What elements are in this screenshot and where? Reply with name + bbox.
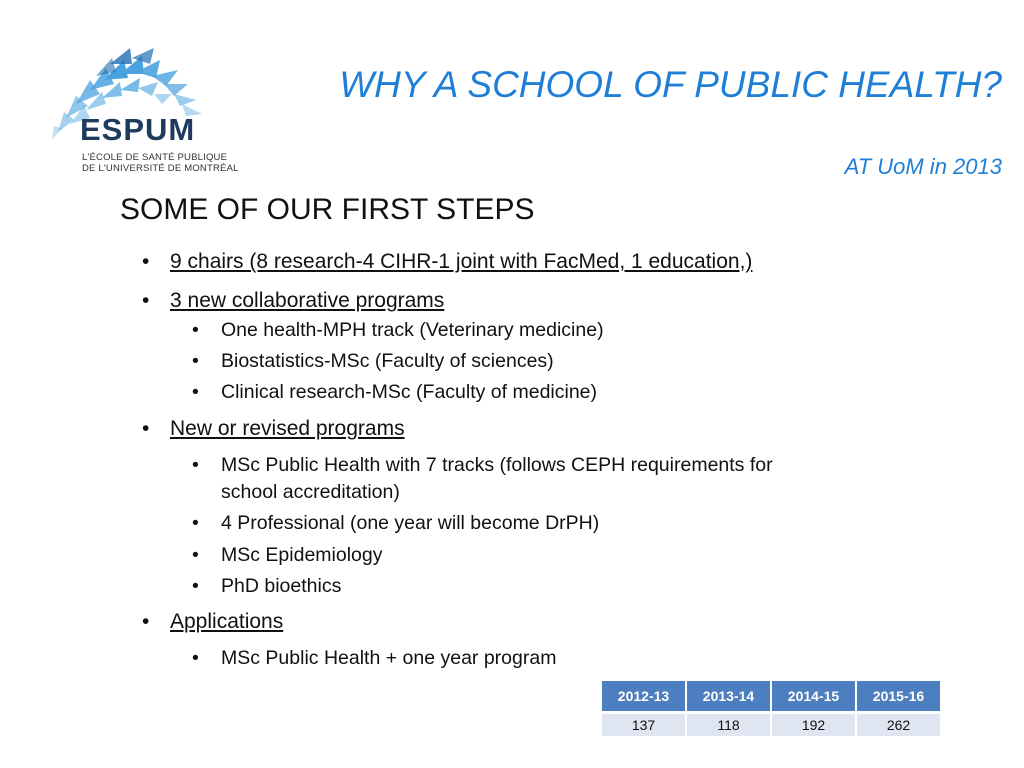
bullet-icon: • [192,319,199,341]
collab-programs-text: 3 new collaborative programs [170,289,445,312]
section-heading: SOME OF OUR FIRST STEPS [120,193,535,226]
table-header-cell: 2012-13 [602,681,685,711]
list-item-collab-programs [142,289,444,313]
bullet-icon: • [192,512,199,534]
table-cell: 192 [772,711,855,736]
list-item-applications [142,610,283,634]
subitem-biostatistics: • Biostatistics-MSc (Faculty of sciences) [192,350,554,372]
subitem-phd-bioethics: • PhD bioethics [192,575,342,597]
bullet-icon: • [192,544,199,566]
list-item-new-revised [142,417,405,441]
subitem-professional: • 4 Professional (one year will become DrPH) [192,512,600,534]
table-row [602,711,940,736]
bullet-icon: • [192,454,199,476]
bullet-icon: • [192,575,199,597]
logo-wordmark: ESPUM [80,112,196,147]
table-header-cell: 2013-14 [687,681,770,711]
table-header-cell: 2015-16 [857,681,940,711]
table-header-row [602,681,940,711]
subitem-clinical-research: • Clinical research-MSc (Faculty of medicine) [192,381,598,403]
subitem-one-health: • One health-MPH track (Veterinary medicine) [192,319,604,341]
bullet-icon: • [192,350,199,372]
subitem-msc-public-health-program: • MSc Public Health + one year program [192,647,557,669]
table-cell: 118 [687,711,770,736]
bullet-icon: • [142,417,150,440]
subitem-msc-epidemiology: • MSc Epidemiology [192,544,383,566]
bullet-icon: • [142,610,150,633]
logo-tagline-line1: L'ÉCOLE DE SANTÉ PUBLIQUE [82,152,228,163]
table-cell: 262 [857,711,940,736]
subitem-msc-public-health: • MSc Public Health with 7 tracks (follows CEPH requirements for [192,454,773,476]
slide-subtitle: AT UoM in 2013 [844,154,1002,179]
chairs-text: 9 chairs (8 research-4 CIHR-1 joint with FacMed, 1 education,) [170,250,753,273]
bullet-icon: • [192,381,199,403]
applications-text: Applications [170,610,284,633]
bullet-icon: • [142,289,150,312]
new-revised-text: New or revised programs [170,417,405,440]
table-cell: 137 [602,711,685,736]
bullet-icon: • [192,647,199,669]
list-item-chairs [142,250,752,274]
subitem-msc-public-health-cont: school accreditation) [221,481,400,503]
bullet-icon: • [142,250,150,273]
slide-title: WHY A SCHOOL OF PUBLIC HEALTH? [339,64,1002,105]
logo-tagline-line2: DE L'UNIVERSITÉ DE MONTRÉAL [82,163,239,174]
table-header-cell: 2014-15 [772,681,855,711]
applications-table [600,681,942,736]
